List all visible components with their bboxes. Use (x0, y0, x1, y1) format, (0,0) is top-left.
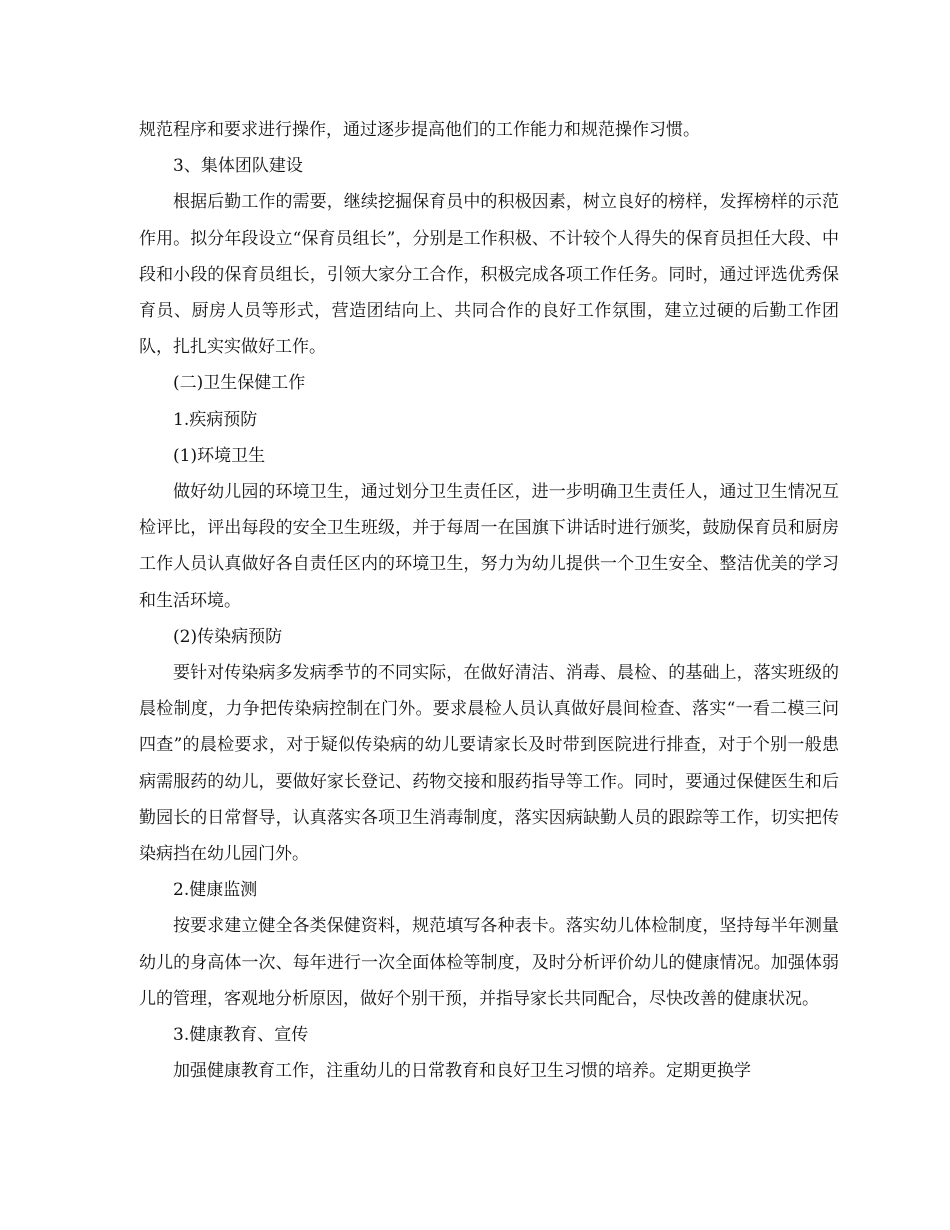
paragraph-health-monitoring: 按要求建立健全各类保健资料，规范填写各种表卡。落实幼儿体检制度，坚持每半年测量幼儿的身高体一次、每年进行一次全面体检等制度，及时分析评价幼儿的健康情况。加强体弱儿的管理，客观地分析原因，做好个别干预，并指导家长共同配合，尽快改善的健康状况。 (139, 916, 839, 1009)
subheading-disease-prevention: 1.疾病预防 (173, 409, 258, 430)
document-body (139, 112, 839, 1089)
section-heading-team-building: 3、集体团队建设 (173, 156, 303, 177)
paragraph-health-education: 加强健康教育工作，注重幼儿的日常教育和良好卫生习惯的培养。定期更换学 (173, 1061, 751, 1082)
paragraph-team-building: 根据后勤工作的需要，继续挖掘保育员中的积极因素，树立良好的榜样，发挥榜样的示范作用。拟分年段设立“保育员组长”，分别是工作积极、不计较个人得失的保育员担任大段、中段和小段的保育员组长，引领大家分工合作，积极完成各项工作任务。同时，通过评选优秀保育员、厨房人员等形式，营造团结向上、共同合作的良好工作氛围，建立过硬的后勤工作团队，扎扎实实做好工作。 (139, 192, 839, 358)
subheading-environment-hygiene: (1)环境卫生 (173, 445, 266, 466)
subheading-health-monitoring: 2.健康监测 (173, 880, 258, 901)
paragraph-continuation: 规范程序和要求进行操作，通过逐步提高他们的工作能力和规范操作习惯。 (139, 120, 700, 140)
paragraph-environment-hygiene: 做好幼儿园的环境卫生，通过划分卫生责任区，进一步明确卫生责任人，通过卫生情况互检评比，评出每段的安全卫生班级，并于每周一在国旗下讲话时进行颁奖，鼓励保育员和厨房工作人员认真做好各自责任区内的环境卫生，努力为幼儿提供一个卫生安全、整洁优美的学习和生活环境。 (139, 482, 839, 611)
subheading-health-education: 3.健康教育、宣传 (173, 1025, 309, 1046)
paragraph-infectious-disease: 要针对传染病多发病季节的不同实际，在做好清洁、消毒、晨检、的基础上，落实班级的晨检制度，力争把传染病控制在门外。要求晨检人员认真做好晨间检查、落实“一看二模三问四查”的晨检要求，对于疑似传染病的幼儿要请家长及时带到医院进行排查，对于个别一般患病需服药的幼儿，要做好家长登记、药物交接和服药指导等工作。同时，要通过保健医生和后勤园长的日常督导，认真落实各项卫生消毒制度，落实因病缺勤人员的跟踪等工作，切实把传染病挡在幼儿园门外。 (139, 663, 839, 865)
subheading-infectious-disease: (2)传染病预防 (173, 626, 283, 647)
section-heading-health-care: (二)卫生保健工作 (173, 373, 306, 394)
